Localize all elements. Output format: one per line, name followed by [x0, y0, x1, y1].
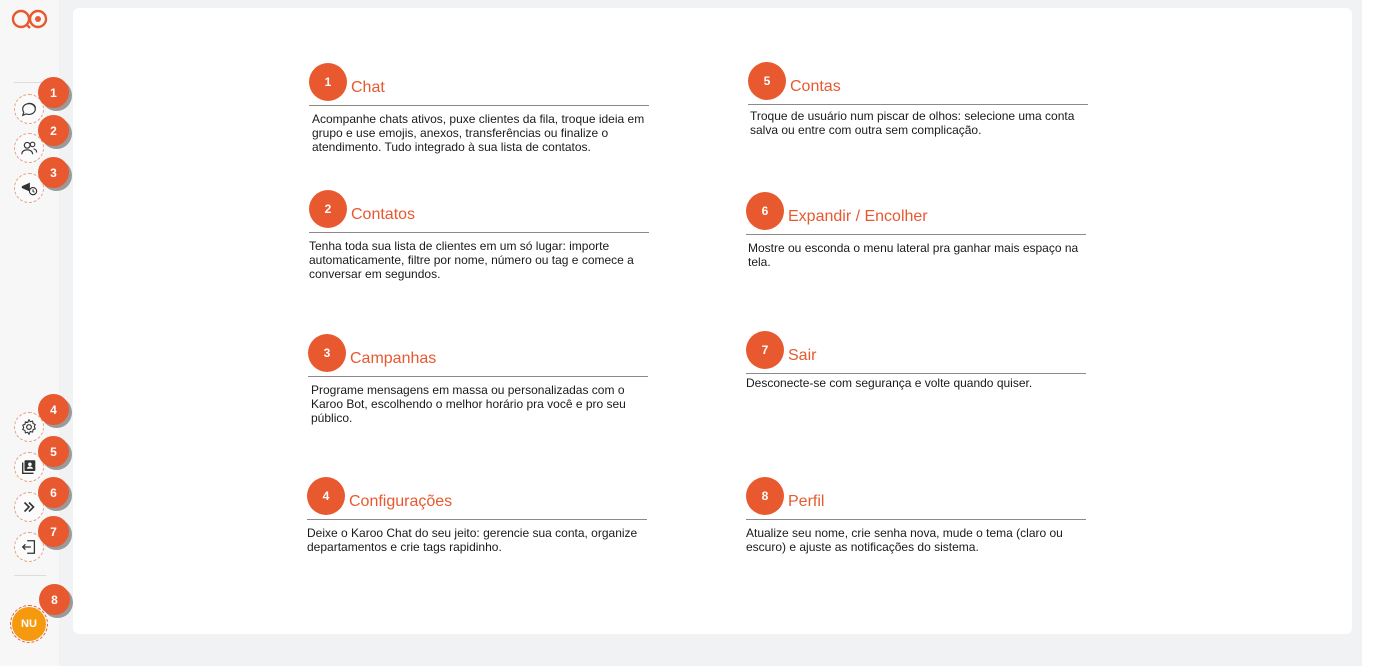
help-item-header	[309, 190, 649, 233]
tour-badge: 3	[38, 157, 69, 188]
help-item-title: Chat	[351, 79, 385, 96]
tour-badge: 6	[38, 477, 69, 508]
tour-badge: 7	[38, 516, 69, 547]
help-item-header	[746, 192, 1086, 235]
help-item-description: Atualize seu nome, crie senha nova, mude o tema (claro ou escuro) e ajuste as notificações do sistema.	[746, 526, 1063, 554]
help-item-configuracoes	[307, 477, 647, 554]
help-item-title: Configurações	[349, 493, 453, 510]
karoo-logo[interactable]	[10, 8, 50, 30]
help-item-header	[308, 334, 648, 377]
help-item-title: Sair	[788, 347, 817, 364]
sidebar	[0, 0, 59, 666]
sidebar-divider	[14, 575, 46, 576]
help-item-title: Campanhas	[350, 350, 437, 367]
help-item-title: Perfil	[788, 493, 825, 510]
tour-badge: 8	[39, 584, 70, 615]
step-number: 6	[746, 192, 784, 230]
step-number: 1	[309, 63, 347, 101]
help-item-description: Programe mensagens em massa ou personalizadas com o Karoo Bot, escolhendo o melhor horário pra você e pro seu público.	[311, 383, 626, 425]
help-item-header	[307, 477, 647, 520]
help-item-header	[748, 62, 1088, 105]
help-item-header	[746, 477, 1086, 520]
help-item-campanhas	[308, 334, 648, 425]
avatar-initials: NU	[12, 607, 46, 641]
step-number: 7	[746, 331, 784, 369]
help-item-title: Expandir / Encolher	[788, 208, 928, 225]
help-item-description: Troque de usuário num piscar de olhos: selecione uma conta salva ou entre com outra sem complicação.	[750, 109, 1075, 137]
step-number: 3	[308, 334, 346, 372]
help-item-header	[746, 331, 1086, 374]
step-number: 2	[309, 190, 347, 228]
help-item-title: Contatos	[351, 206, 416, 223]
help-item-perfil	[746, 477, 1086, 554]
scrollbar[interactable]	[1362, 0, 1382, 666]
help-item-sair	[746, 331, 1086, 390]
help-item-title: Contas	[790, 78, 841, 95]
step-number: 4	[307, 477, 345, 515]
tour-badge: 4	[38, 394, 69, 425]
help-item-header	[309, 63, 649, 106]
step-number: 5	[748, 62, 786, 100]
help-item-description: Acompanhe chats ativos, puxe clientes da fila, troque ideia em grupo e use emojis, anexos, transferências ou finalize o atendimento. Tudo integrado à sua lista de contatos.	[312, 112, 645, 154]
avatar[interactable]	[10, 605, 48, 643]
help-item-contatos	[309, 190, 649, 281]
tour-badge: 5	[38, 436, 69, 467]
help-item-description: Mostre ou esconda o menu lateral pra ganhar mais espaço na tela.	[748, 241, 1079, 269]
help-item-description: Deixe o Karoo Chat do seu jeito: gerencie sua conta, organize departamentos e crie tags rapidinho.	[307, 526, 638, 554]
help-panel	[73, 8, 1352, 634]
help-item-description: Tenha toda sua lista de clientes em um só lugar: importe automaticamente, filtre por nome, número ou tag e comece a conversar em segundos.	[309, 239, 634, 281]
help-item-description: Desconecte-se com segurança e volte quando quiser.	[746, 376, 1033, 390]
tour-badge: 2	[38, 115, 69, 146]
step-number: 8	[746, 477, 784, 515]
help-item-expandir	[746, 192, 1086, 269]
help-item-chat	[309, 63, 649, 154]
tour-badge: 1	[38, 77, 69, 108]
help-item-contas	[748, 62, 1088, 137]
